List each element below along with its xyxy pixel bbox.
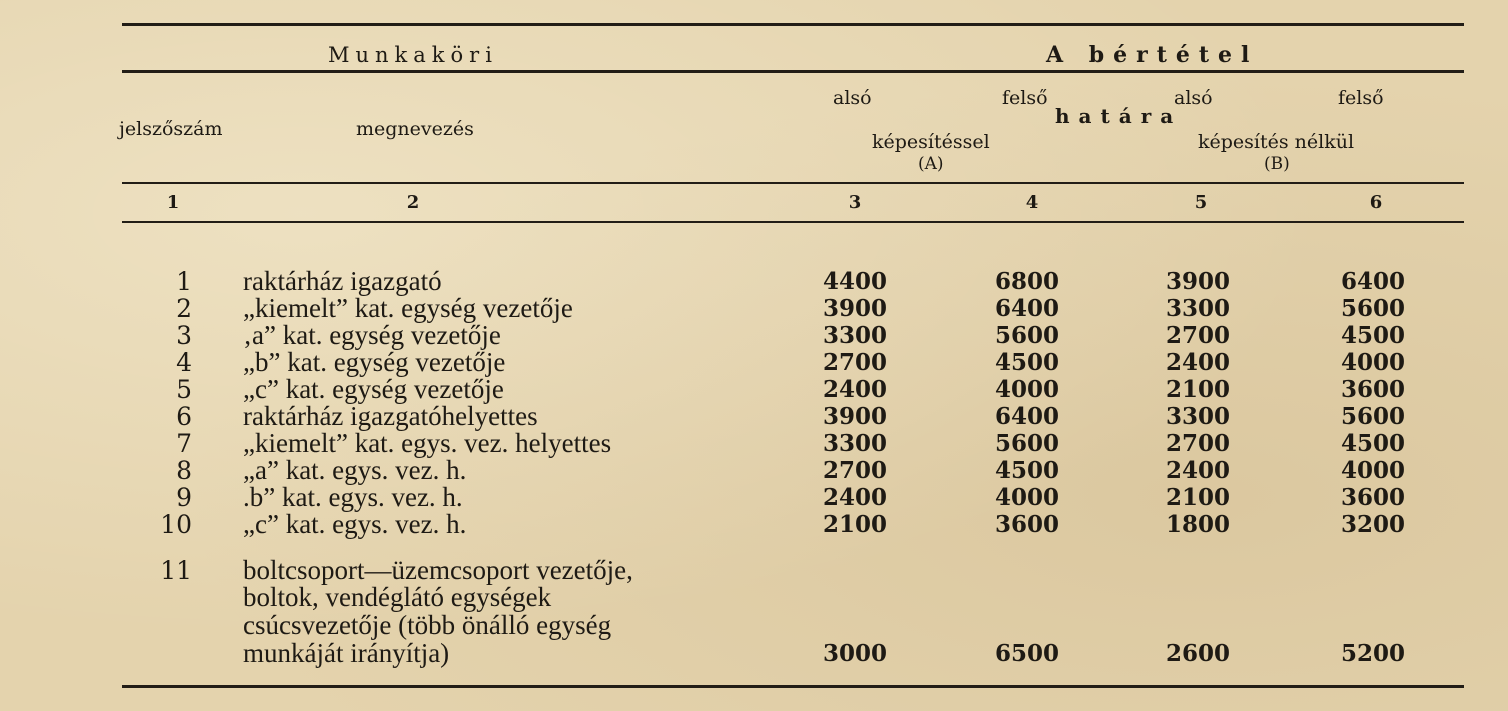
column-label-hatara: határa: [1055, 104, 1183, 128]
value-also-b: 2100: [1165, 376, 1230, 403]
value-felso-b: 4000: [1340, 349, 1405, 376]
column-label-felso-b: felső: [1338, 87, 1384, 109]
value-also-a: 3900: [822, 295, 887, 322]
bottom-rule: [122, 685, 1464, 688]
row-number: 3: [176, 321, 192, 350]
column-label-kepesites-nelkul-code: (B): [1264, 154, 1290, 174]
value-felso-a: 3600: [994, 511, 1059, 538]
table-row: [0, 322, 1508, 349]
column-number: 3: [848, 192, 862, 213]
row-title: „c” kat. egys. vez. h.: [243, 509, 467, 539]
column-number: 2: [406, 192, 420, 213]
column-label-kepesitessel: képesítéssel: [872, 131, 990, 153]
column-number-rule: [122, 221, 1464, 223]
table-row: [0, 484, 1508, 511]
row-title: .b” kat. egys. vez. h.: [243, 482, 463, 512]
group-label-munkakori: Munkaköri: [328, 43, 498, 67]
table-row: [0, 349, 1508, 376]
value-also-b: 2700: [1165, 430, 1230, 457]
row-title: raktárház igazgatóhelyettes: [243, 401, 538, 431]
value-felso-a: 4500: [994, 349, 1059, 376]
row-number: 2: [176, 294, 192, 323]
row-title: ‚a” kat. egység vezetője: [243, 320, 501, 350]
value-also-b: 2400: [1165, 457, 1230, 484]
row-number: 6: [176, 402, 192, 431]
header-group-rule: [122, 70, 1464, 73]
column-label-also-a: alsó: [833, 87, 872, 109]
table-row: [0, 403, 1508, 430]
row-title: „c” kat. egység vezetője: [243, 374, 504, 404]
value-felso-a: 4000: [994, 484, 1059, 511]
value-felso-b: 5600: [1340, 295, 1405, 322]
value-felso-b: 5200: [1340, 640, 1405, 667]
value-felso-a: 5600: [994, 322, 1059, 349]
value-also-a: 2400: [822, 376, 887, 403]
row-number-line: [0, 557, 1508, 584]
value-also-a: 3000: [822, 640, 887, 667]
row-number: 8: [176, 456, 192, 485]
row-number: 7: [176, 429, 192, 458]
table-row: [0, 430, 1508, 457]
row-number: 9: [176, 483, 192, 512]
value-also-a: 2400: [822, 484, 887, 511]
value-felso-a: 4500: [994, 457, 1059, 484]
value-felso-a: 6400: [994, 403, 1059, 430]
row-number: 4: [176, 348, 192, 377]
header-bottom-rule: [122, 182, 1464, 184]
table-row: [0, 268, 1508, 295]
value-felso-a: 6800: [994, 268, 1059, 295]
row-title-line: munkáját irányítja): [243, 638, 450, 668]
value-felso-b: 3200: [1340, 511, 1405, 538]
value-also-b: 2600: [1165, 640, 1230, 667]
column-label-felso-a: felső: [1002, 87, 1048, 109]
value-also-a: 2700: [822, 349, 887, 376]
row-number: 1: [176, 267, 192, 296]
value-also-b: 2400: [1165, 349, 1230, 376]
value-also-a: 2100: [822, 511, 887, 538]
value-also-b: 3900: [1165, 268, 1230, 295]
value-also-b: 3300: [1165, 295, 1230, 322]
row-number: 11: [160, 556, 192, 585]
value-felso-b: 6400: [1340, 268, 1405, 295]
row-number: 5: [176, 375, 192, 404]
value-also-b: 2100: [1165, 484, 1230, 511]
value-also-b: 1800: [1165, 511, 1230, 538]
value-also-a: 2700: [822, 457, 887, 484]
column-number: 6: [1369, 192, 1383, 213]
column-label-megnevezes: megnevezés: [356, 118, 474, 140]
value-felso-a: 6400: [994, 295, 1059, 322]
group-label-bertetel: A bértétel: [1046, 42, 1259, 68]
column-label-also-b: alsó: [1174, 87, 1213, 109]
top-rule: [122, 23, 1464, 26]
row-title: raktárház igazgató: [243, 266, 442, 296]
value-also-b: 2700: [1165, 322, 1230, 349]
row-title: „kiemelt” kat. egység vezetője: [243, 293, 573, 323]
row-title-line: boltcsoport—üzemcsoport vezetője,: [243, 555, 633, 585]
row-title-line: csúcsvezetője (több önálló egység: [243, 610, 612, 640]
row-title-line: boltok, vendéglátó egységek: [243, 582, 552, 612]
value-also-b: 3300: [1165, 403, 1230, 430]
table-row: [0, 295, 1508, 322]
column-label-kepesites-nelkul: képesítés nélkül: [1198, 131, 1355, 153]
column-number: 5: [1194, 192, 1208, 213]
row-title: „a” kat. egys. vez. h.: [243, 455, 467, 485]
table-row: [0, 376, 1508, 403]
value-felso-b: 4500: [1340, 322, 1405, 349]
value-also-a: 3300: [822, 322, 887, 349]
value-also-a: 3900: [822, 403, 887, 430]
value-felso-b: 3600: [1340, 376, 1405, 403]
value-felso-b: 4500: [1340, 430, 1405, 457]
column-label-kepesitessel-code: (A): [918, 154, 944, 174]
row-number: 10: [160, 510, 192, 539]
value-felso-b: 4000: [1340, 457, 1405, 484]
value-also-a: 3300: [822, 430, 887, 457]
value-felso-a: 5600: [994, 430, 1059, 457]
column-number: 4: [1025, 192, 1039, 213]
value-felso-a: 6500: [994, 640, 1059, 667]
column-number: 1: [166, 192, 180, 213]
row-title: „kiemelt” kat. egys. vez. helyettes: [243, 428, 612, 458]
value-felso-a: 4000: [994, 376, 1059, 403]
value-also-a: 4400: [822, 268, 887, 295]
table-row: [0, 511, 1508, 538]
value-felso-b: 5600: [1340, 403, 1405, 430]
table-row: [0, 457, 1508, 484]
value-felso-b: 3600: [1340, 484, 1405, 511]
column-label-jelszoszam: jelszőszám: [119, 118, 223, 140]
row-title: „b” kat. egység vezetője: [243, 347, 506, 377]
row-values: [0, 640, 1508, 667]
